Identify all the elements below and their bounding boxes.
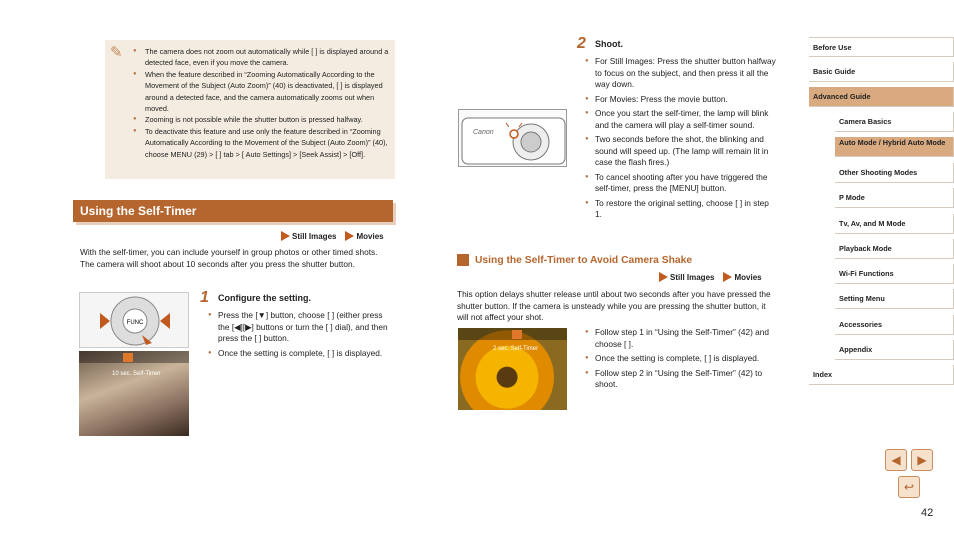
- step-title: Configure the setting.: [218, 293, 311, 303]
- nav-p-mode[interactable]: P Mode: [835, 188, 954, 208]
- chevron-left-icon: ◀: [891, 453, 901, 467]
- return-button[interactable]: [898, 476, 920, 498]
- image-caption: 10 sec. Self-Timer: [112, 371, 161, 377]
- heading-marker-icon: [457, 254, 469, 266]
- nav-index[interactable]: Index: [809, 365, 954, 385]
- nav-wifi-functions[interactable]: Wi-Fi Functions: [835, 264, 954, 284]
- mode-tags: [281, 231, 384, 241]
- nav-accessories[interactable]: Accessories: [835, 315, 954, 335]
- sunflower-photo: [458, 328, 567, 410]
- step-bullet: ● Press the [▼] button, choose [ ] (either press the [◀][▶] buttons or turn the [ ] dial), and then press the [ ] button.: [208, 310, 394, 345]
- self-timer-icon: [512, 330, 522, 339]
- return-icon: ↩: [903, 480, 915, 494]
- tag-still-images: Still Images: [292, 231, 337, 241]
- note-item: ● To deactivate this feature and use only the feature described in “Zooming Automatically According to the Movement of the Subject (Auto Zoom)” (40), choose MENU (29) > [ ] tab > [ Auto Settings] > [Seek Assist] > [Off].: [133, 126, 389, 160]
- subsection-intro: This option delays shutter release until about two seconds after you have pressed the shutter button. If the camera is unsteady while you are pressing the shutter button, it will not affect your shot.: [457, 289, 771, 322]
- next-page-button[interactable]: [911, 449, 933, 471]
- nav-setting-menu[interactable]: Setting Menu: [835, 289, 954, 309]
- arrow-icon: [723, 272, 732, 282]
- note-item: ● When the feature described in “Zooming Automatically According to the Movement of the Subject (Auto Zoom)” (40) is deactivated, [ ] is displayed around a detected face, and the camera automatically zooms out when moved.: [133, 69, 389, 115]
- subsection-title: Using the Self-Timer to Avoid Camera Shake: [475, 254, 693, 266]
- nav-other-shooting-modes[interactable]: Other Shooting Modes: [835, 163, 954, 183]
- family-photo: [79, 351, 189, 436]
- nav-auto-mode[interactable]: Auto Mode / Hybrid Auto Mode: [835, 137, 954, 157]
- tag-movies: Movies: [734, 272, 762, 282]
- step-title: Shoot.: [595, 39, 623, 49]
- step-bullet: ● Once you start the self-timer, the lamp will blink and the camera will play a self-timer sound.: [585, 108, 777, 131]
- arrow-icon: [345, 231, 354, 241]
- step-bullet: ● For Still Images: Press the shutter button halfway to focus on the subject, and then press it all the way down.: [585, 56, 777, 91]
- image-caption: 2 sec. Self-Timer: [493, 346, 539, 352]
- tag-movies: Movies: [356, 231, 384, 241]
- nav-advanced-guide[interactable]: Advanced Guide: [809, 87, 954, 107]
- nav-basic-guide[interactable]: Basic Guide: [809, 62, 954, 82]
- section-heading: Using the Self-Timer: [73, 200, 393, 222]
- step-number: 2: [577, 35, 586, 52]
- note-item: ● The camera does not zoom out automatically while [ ] is displayed around a detected face, even if you move the camera.: [133, 46, 389, 69]
- section-intro: With the self-timer, you can include yourself in group photos or other timed shots. The camera will shoot about 10 seconds after you press the shutter button.: [80, 247, 378, 269]
- step-bullet: ● Once the setting is complete, [ ] is displayed.: [585, 353, 777, 365]
- camera-dial-illustration: [79, 292, 189, 348]
- arrow-icon: [281, 231, 290, 241]
- nav-tv-av-m-mode[interactable]: Tv, Av, and M Mode: [835, 214, 954, 234]
- step-bullet: ● Follow step 1 in “Using the Self-Timer” (42) and choose [ ].: [585, 327, 777, 350]
- step-bullet: ● To restore the original setting, choose [ ] in step 1.: [585, 198, 777, 221]
- note-item: ● Zooming is not possible while the shutter button is pressed halfway.: [133, 114, 389, 125]
- step-bullet: ● For Movies: Press the movie button.: [585, 94, 777, 106]
- page-number: 42: [921, 507, 934, 519]
- mode-tags: [659, 272, 762, 282]
- camera-front-illustration: [458, 109, 567, 167]
- tag-still-images: Still Images: [670, 272, 715, 282]
- subsection-heading: [457, 254, 692, 266]
- chevron-right-icon: ▶: [917, 453, 927, 467]
- nav-before-use[interactable]: Before Use: [809, 37, 954, 57]
- step-bullet: ● To cancel shooting after you have triggered the self-timer, press the [MENU] button.: [585, 172, 777, 195]
- step-number: 1: [200, 289, 209, 306]
- svg-text:FUNC: FUNC: [126, 320, 144, 326]
- note-box: [105, 40, 395, 179]
- self-timer-icon: [123, 353, 133, 362]
- nav-camera-basics[interactable]: Camera Basics: [835, 112, 954, 132]
- step-bullet: ● Follow step 2 in “Using the Self-Timer” (42) to shoot.: [585, 368, 777, 391]
- nav-playback-mode[interactable]: Playback Mode: [835, 239, 954, 259]
- previous-page-button[interactable]: [885, 449, 907, 471]
- step-bullet: ● Once the setting is complete, [ ] is displayed.: [208, 348, 394, 360]
- step-bullet: ● Two seconds before the shot, the blinking and sound will speed up. (The lamp will remain lit in case the flash fires.): [585, 134, 777, 169]
- pencil-icon: ✎: [110, 44, 123, 61]
- brand-label: Canon: [473, 129, 494, 136]
- arrow-icon: [659, 272, 668, 282]
- nav-appendix[interactable]: Appendix: [835, 340, 954, 360]
